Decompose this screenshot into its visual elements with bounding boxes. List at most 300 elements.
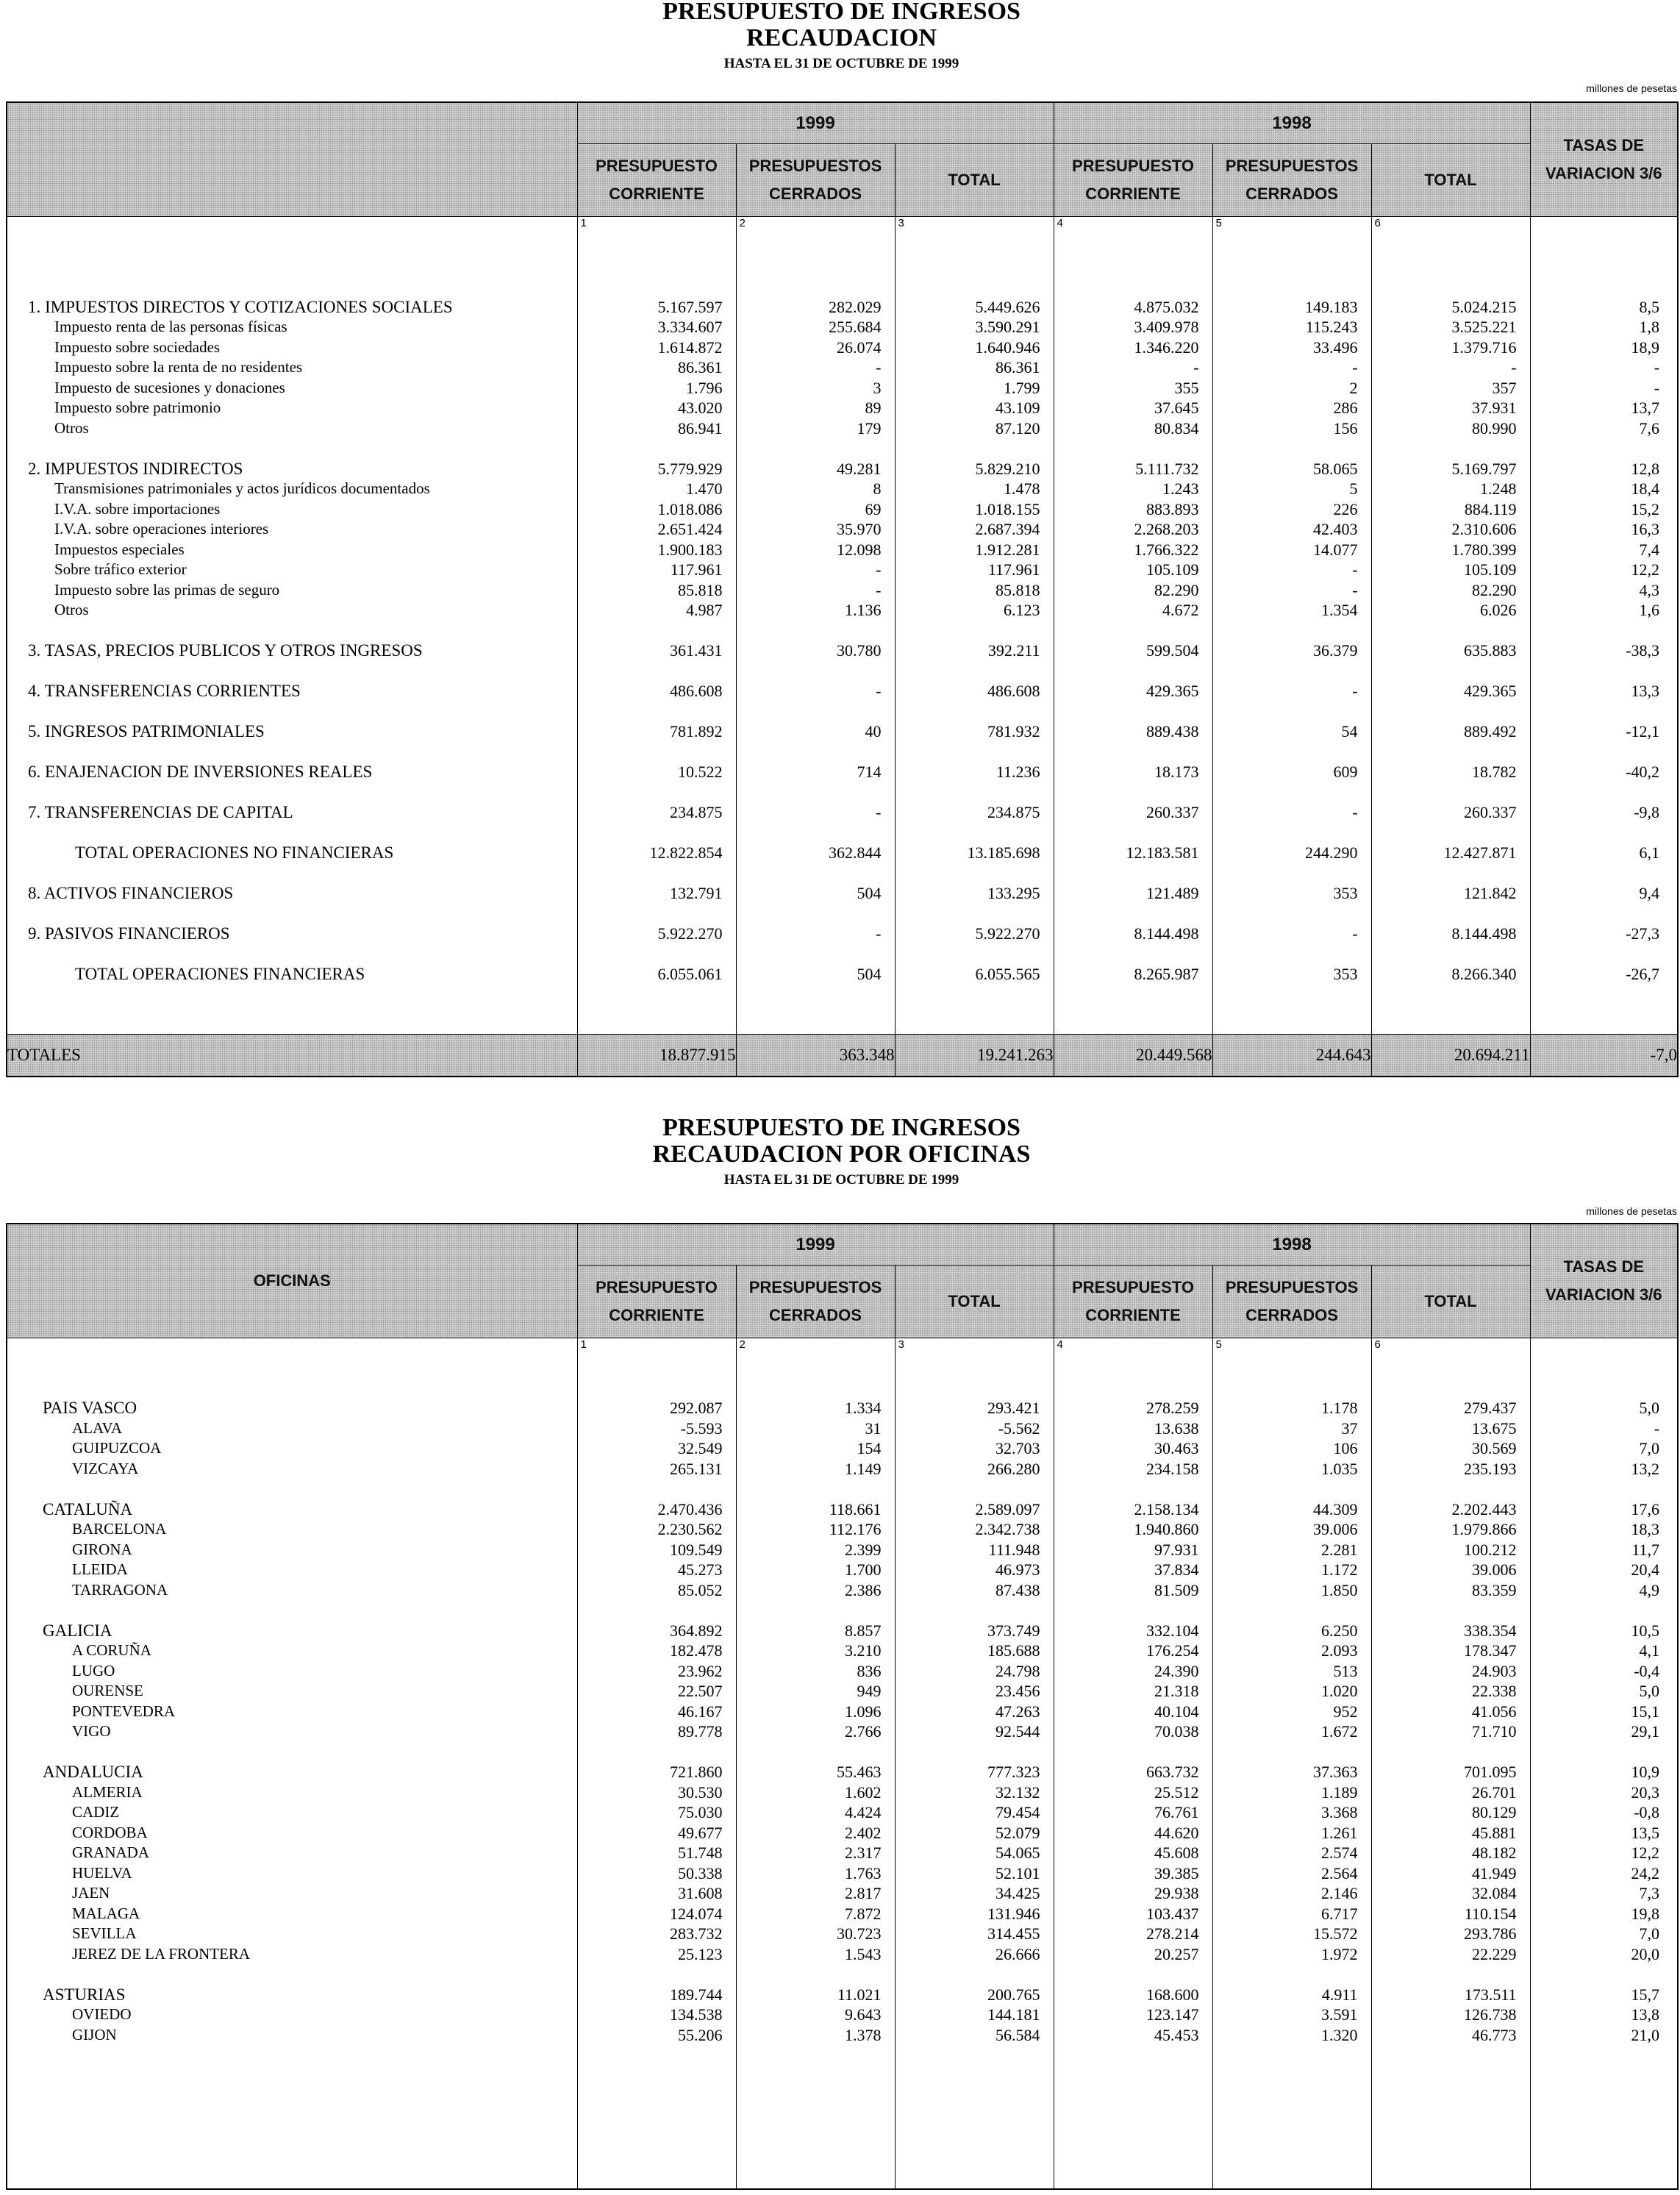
spacer-row <box>7 1479 577 1499</box>
section-label: 2. IMPUESTOS INDIRECTOS <box>28 459 243 478</box>
value-cell: 21.318 <box>1154 1682 1199 1700</box>
value-cell: -26,7 <box>1626 965 1660 983</box>
value-cell: 4,1 <box>1639 1641 1660 1660</box>
value-cell: 43.020 <box>678 399 723 417</box>
spacer-row <box>7 944 577 965</box>
value-cell: 3 <box>873 378 882 397</box>
value-cell: 115.243 <box>1305 318 1358 336</box>
spacer-row <box>7 782 577 803</box>
value-cell: 949 <box>857 1682 882 1700</box>
value-cell: 2.268.203 <box>1134 520 1199 538</box>
value-cell: 13,5 <box>1631 1823 1660 1842</box>
spacer-row <box>7 236 577 257</box>
value-cell: 176.254 <box>1146 1641 1199 1660</box>
value-cell: 110.154 <box>1464 1904 1517 1923</box>
value-cell: 4.672 <box>1162 601 1199 619</box>
value-cell: -27,3 <box>1626 924 1660 943</box>
spacer-row <box>737 276 895 297</box>
value-cell: 32.703 <box>996 1439 1040 1457</box>
value-cell: 46.973 <box>996 1560 1040 1579</box>
pcer-1998-header: PRESUPUESTOS CERRADOS <box>1212 1266 1371 1338</box>
value-cell: 2.470.436 <box>657 1499 723 1518</box>
spacer-row <box>737 1600 895 1621</box>
value-cell: 19,8 <box>1631 1904 1660 1923</box>
value-cell: 7,0 <box>1639 1439 1660 1457</box>
spacer-row <box>1531 1964 1678 1985</box>
value-cell: 4.911 <box>1321 1985 1358 2004</box>
office-label: HUELVA <box>72 1863 132 1882</box>
value-cell: 13,2 <box>1631 1459 1660 1478</box>
spacer-row <box>1531 944 1678 965</box>
spacer-row <box>1531 823 1678 843</box>
office-label: ALAVA <box>72 1418 123 1437</box>
section-label: 8. ACTIVOS FINANCIEROS <box>28 884 234 902</box>
spacer-row <box>1213 1742 1371 1763</box>
value-cell: 18.782 <box>1472 763 1517 781</box>
value-cell: 37 <box>1341 1418 1358 1438</box>
value-cell: 30.530 <box>678 1782 723 1802</box>
value-cell: 103.437 <box>1146 1904 1199 1923</box>
spacer-row <box>896 236 1054 257</box>
value-cell: 504 <box>857 884 882 902</box>
column-number-row <box>7 217 1678 237</box>
item-label: Sobre tráfico exterior <box>54 560 187 578</box>
spacer-row <box>737 1357 895 1378</box>
total-1998-column <box>1371 1357 1530 2189</box>
value-cell: 39.006 <box>1472 1560 1517 1579</box>
value-cell: 5.922.270 <box>975 924 1040 943</box>
totales-row <box>7 1035 1678 1077</box>
office-label: TARRAGONA <box>72 1580 168 1599</box>
value-cell: 13.675 <box>1472 1418 1517 1438</box>
spacer-row <box>1531 1742 1678 1763</box>
value-cell: 2.402 <box>845 1823 882 1842</box>
spacer-row <box>1213 621 1371 641</box>
value-cell: 883.893 <box>1146 499 1199 518</box>
value-cell: 1.189 <box>1321 1782 1358 1802</box>
value-cell: 4,3 <box>1639 580 1660 599</box>
value-cell: 1.979.866 <box>1451 1520 1517 1538</box>
value-cell: - <box>1352 682 1358 700</box>
value-cell: 13,3 <box>1631 682 1660 700</box>
value-cell: 42.403 <box>1313 520 1358 538</box>
spacer-row <box>7 661 577 682</box>
spacer-row <box>896 823 1054 843</box>
value-cell: 9,4 <box>1639 884 1660 902</box>
value-cell: 1.020 <box>1321 1682 1358 1700</box>
spacer-row <box>1054 863 1212 884</box>
value-cell: 1.602 <box>845 1782 882 1802</box>
value-cell: 5.449.626 <box>975 297 1040 316</box>
value-cell: 2.564 <box>1321 1863 1358 1882</box>
spacer-row <box>1531 661 1678 682</box>
value-cell: 1.672 <box>1321 1722 1358 1741</box>
value-cell: 55.206 <box>678 2025 723 2044</box>
value-cell: - <box>1654 1418 1660 1438</box>
spacer-row <box>737 863 895 884</box>
oficinas-header: OFICINAS <box>7 1224 577 1338</box>
value-cell: 8.265.987 <box>1134 965 1199 983</box>
page-subtitle: RECAUDACION POR OFICINAS <box>652 1141 1031 1168</box>
col-num: 1 <box>580 217 587 229</box>
spacer-row <box>896 904 1054 924</box>
value-cell: 279.437 <box>1464 1399 1517 1417</box>
pcer-1998-column <box>1212 1357 1371 2189</box>
spacer-row <box>1531 257 1678 277</box>
value-cell: 3.590.291 <box>975 318 1040 336</box>
item-label: Otros <box>54 601 89 618</box>
spacer-row <box>1213 438 1371 459</box>
value-cell: 117.961 <box>670 560 723 579</box>
item-label: Impuesto sobre las primas de seguro <box>54 580 280 599</box>
section-label: 6. ENAJENACION DE INVERSIONES REALES <box>28 763 373 781</box>
col-num: 2 <box>739 217 746 229</box>
table-body <box>7 236 1678 1035</box>
value-cell: 2.342.738 <box>975 1520 1040 1538</box>
value-cell: 278.214 <box>1146 1924 1199 1943</box>
value-cell: 599.504 <box>1146 641 1199 660</box>
value-cell: - <box>1352 803 1358 821</box>
value-cell: 2.766 <box>845 1722 882 1741</box>
spacer-row <box>578 1600 736 1621</box>
value-cell: 52.101 <box>996 1863 1040 1882</box>
spacer-row <box>1531 438 1678 459</box>
value-cell: 179 <box>857 418 882 438</box>
value-cell: 43.109 <box>996 399 1040 417</box>
spacer-row <box>1213 1378 1371 1399</box>
value-cell: 6.250 <box>1321 1621 1358 1640</box>
value-cell: 80.834 <box>1154 418 1199 438</box>
value-cell: 32.084 <box>1472 1884 1517 1902</box>
spacer-row <box>737 1964 895 1985</box>
value-cell: 12.183.581 <box>1126 843 1199 862</box>
total-1998-column <box>1371 236 1530 1035</box>
value-cell: 235.193 <box>1464 1459 1517 1478</box>
spacer-row <box>896 1378 1054 1399</box>
totales-value: -7,0 <box>1530 1035 1678 1077</box>
totales-value: 20.694.211 <box>1371 1035 1530 1077</box>
value-cell: 2.158.134 <box>1134 1499 1199 1518</box>
spacer-row <box>1531 742 1678 763</box>
value-cell: 20,0 <box>1631 1944 1660 1963</box>
value-cell: 37.645 <box>1154 399 1199 417</box>
value-cell: 4.424 <box>845 1803 882 1821</box>
value-cell: 54 <box>1341 722 1358 740</box>
value-cell: 111.948 <box>988 1540 1040 1559</box>
value-cell: 2.310.606 <box>1451 520 1517 538</box>
office-label: ALMERIA <box>72 1782 143 1801</box>
office-label: GRANADA <box>72 1844 149 1861</box>
col-num: 4 <box>1057 1338 1063 1351</box>
spacer-row <box>1372 661 1530 682</box>
value-cell: 292.087 <box>670 1399 723 1417</box>
value-cell: 85.052 <box>678 1580 723 1599</box>
value-cell: 29,1 <box>1631 1722 1660 1741</box>
value-cell: 144.181 <box>987 2005 1040 2024</box>
item-label: Impuesto de sucesiones y donaciones <box>54 378 285 396</box>
value-cell: 5.169.797 <box>1451 459 1517 478</box>
col-num: 2 <box>739 1338 746 1351</box>
value-cell: 79.454 <box>996 1803 1040 1821</box>
spacer-row <box>1054 1378 1212 1399</box>
section-label: 1. IMPUESTOS DIRECTOS Y COTIZACIONES SOCIALES <box>28 297 453 316</box>
value-cell: 18,4 <box>1631 479 1660 498</box>
value-cell: 21,0 <box>1631 2025 1660 2044</box>
value-cell: 8.857 <box>845 1621 882 1640</box>
spacer-row <box>1213 236 1371 257</box>
value-cell: 609 <box>1333 763 1358 781</box>
value-cell: 3.409.978 <box>1134 318 1199 336</box>
value-cell: 8.144.498 <box>1451 924 1517 943</box>
value-cell: 1.354 <box>1321 601 1358 619</box>
value-cell: 373.749 <box>987 1621 1040 1640</box>
spacer-row <box>7 823 577 843</box>
value-cell: 1.640.946 <box>975 338 1040 357</box>
value-cell: 2.817 <box>845 1884 882 1902</box>
spacer-row <box>7 1357 577 1378</box>
region-label: ASTURIAS <box>43 1985 126 2004</box>
value-cell: 24.903 <box>1472 1661 1517 1680</box>
value-cell: 12.427.871 <box>1443 843 1517 862</box>
value-cell: 50.338 <box>678 1863 723 1882</box>
value-cell: 486.608 <box>987 682 1040 700</box>
spacer-row <box>1213 702 1371 722</box>
value-cell: 13.185.698 <box>967 843 1040 862</box>
value-cell: 265.131 <box>670 1459 723 1478</box>
office-column <box>7 1357 577 2189</box>
office-label: MALAGA <box>72 1904 140 1922</box>
value-cell: 1.796 <box>686 378 723 397</box>
spacer-row <box>578 1742 736 1763</box>
value-cell: 1.614.872 <box>657 338 723 357</box>
spacer-row <box>1213 823 1371 843</box>
spacer-row <box>896 1742 1054 1763</box>
value-cell: 486.608 <box>670 682 723 700</box>
spacer-row <box>578 863 736 884</box>
value-cell: 47.263 <box>996 1702 1040 1721</box>
value-cell: 1.379.716 <box>1451 338 1517 357</box>
spacer-row <box>1372 1964 1530 1985</box>
value-cell: 89.778 <box>678 1722 723 1741</box>
item-label: Impuestos especiales <box>54 540 185 558</box>
totales-value: 363.348 <box>736 1035 895 1077</box>
value-cell: 635.883 <box>1464 641 1517 660</box>
col-num: 6 <box>1374 1338 1381 1351</box>
value-cell: 2.146 <box>1321 1884 1358 1902</box>
spacer-row <box>1054 904 1212 924</box>
value-cell: 133.295 <box>987 884 1040 902</box>
office-label: JEREZ DE LA FRONTERA <box>72 1944 251 1963</box>
value-cell: 15,1 <box>1631 1702 1660 1721</box>
value-cell: 22.338 <box>1472 1682 1517 1700</box>
spacer-row <box>896 1479 1054 1499</box>
value-cell: 2 <box>1349 378 1358 397</box>
spacer-row <box>737 1479 895 1499</box>
value-cell: 2.317 <box>845 1844 882 1862</box>
spacer-row <box>1213 782 1371 803</box>
spacer-row <box>1054 1600 1212 1621</box>
spacer-row <box>1531 276 1678 297</box>
spacer-row <box>1213 904 1371 924</box>
office-label: SEVILLA <box>72 1924 137 1942</box>
value-cell: 4.875.032 <box>1134 297 1199 316</box>
value-cell: 8.144.498 <box>1134 924 1199 943</box>
spacer-row <box>1372 863 1530 884</box>
value-cell: 1.149 <box>845 1459 882 1478</box>
value-cell: 45.453 <box>1154 2025 1199 2044</box>
tasas-column <box>1530 1357 1678 2189</box>
value-cell: 362.844 <box>829 843 882 862</box>
value-cell: 2.202.443 <box>1451 1499 1517 1518</box>
spacer-row <box>1213 742 1371 763</box>
value-cell: - <box>876 358 882 376</box>
spacer-row <box>7 702 577 722</box>
oficinas-section <box>6 1114 1677 2191</box>
value-cell: 3.334.607 <box>657 318 723 336</box>
pc-1998-header: PRESUPUESTO CORRIENTE <box>1054 144 1212 217</box>
spacer-row <box>1054 1479 1212 1499</box>
office-label: OURENSE <box>72 1682 143 1699</box>
value-cell: 266.280 <box>987 1459 1040 1478</box>
spacer-row <box>7 863 577 884</box>
value-cell: 87.120 <box>996 418 1040 438</box>
value-cell: 2.589.097 <box>975 1499 1040 1518</box>
value-cell: 71.710 <box>1472 1722 1517 1741</box>
value-cell: 234.875 <box>670 803 723 821</box>
spacer-row <box>1372 621 1530 641</box>
spacer-row <box>737 742 895 763</box>
value-cell: - <box>1352 358 1358 376</box>
spacer-row <box>896 438 1054 459</box>
value-cell: - <box>1654 358 1660 376</box>
region-label: PAIS VASCO <box>43 1399 137 1417</box>
spacer-row <box>7 1964 577 1985</box>
region-label: GALICIA <box>43 1621 112 1640</box>
value-cell: 6.026 <box>1480 601 1517 619</box>
value-cell: 124.074 <box>670 1904 723 1923</box>
spacer-row <box>1372 702 1530 722</box>
spacer-row <box>578 438 736 459</box>
value-cell: 5.779.929 <box>657 459 723 478</box>
value-cell: 18,9 <box>1631 338 1660 357</box>
value-cell: 105.109 <box>1146 560 1199 579</box>
value-cell: - <box>876 580 882 599</box>
value-cell: 24,2 <box>1631 1863 1660 1882</box>
tasas-column <box>1530 236 1678 1035</box>
value-cell: 781.892 <box>670 722 723 740</box>
office-label: GUIPUZCOA <box>72 1439 162 1457</box>
spacer-row <box>896 702 1054 722</box>
date-caption: HASTA EL 31 DE OCTUBRE DE 1999 <box>723 56 959 71</box>
value-cell: 3.368 <box>1321 1803 1358 1821</box>
value-cell: 13.638 <box>1154 1418 1199 1438</box>
value-cell: 80.990 <box>1472 418 1517 438</box>
spacer-row <box>7 1600 577 1621</box>
value-cell: 5.111.732 <box>1135 459 1199 478</box>
value-cell: 12.098 <box>837 540 882 559</box>
value-cell: 69 <box>865 499 882 518</box>
section-label: 5. INGRESOS PATRIMONIALES <box>28 722 265 740</box>
item-label: Impuesto sobre patrimonio <box>54 399 221 416</box>
spacer-row <box>737 257 895 277</box>
value-cell: 332.104 <box>1146 1621 1199 1640</box>
value-cell: 1.136 <box>845 601 882 619</box>
value-cell: 182.478 <box>670 1641 723 1660</box>
spacer-row <box>7 621 577 641</box>
value-cell: 46.773 <box>1472 2025 1517 2044</box>
office-label: VIGO <box>72 1722 111 1740</box>
spacer-row <box>1531 1600 1678 1621</box>
value-cell: 37.363 <box>1313 1763 1358 1781</box>
value-cell: 185.688 <box>987 1641 1040 1660</box>
value-cell: 244.290 <box>1305 843 1358 862</box>
spacer-row <box>7 1742 577 1763</box>
value-cell: 132.791 <box>670 884 723 902</box>
value-cell: 83.359 <box>1472 1580 1517 1599</box>
spacer-row <box>737 1378 895 1399</box>
value-cell: 10,5 <box>1631 1621 1660 1640</box>
value-cell: 168.600 <box>1146 1985 1199 2004</box>
spacer-row <box>1213 257 1371 277</box>
spacer-row <box>896 1964 1054 1985</box>
spacer-row <box>1213 1964 1371 1985</box>
spacer-row <box>1372 236 1530 257</box>
value-cell: 4.987 <box>686 601 723 619</box>
spacer-row <box>737 904 895 924</box>
value-cell: 314.455 <box>987 1924 1040 1943</box>
value-cell: 3.591 <box>1321 2005 1358 2024</box>
spacer-row <box>578 236 736 257</box>
office-label: A CORUÑA <box>72 1641 151 1659</box>
pcer-1999-header: PRESUPUESTOS CERRADOS <box>736 1266 895 1338</box>
spacer-row <box>7 1378 577 1399</box>
spacer-row <box>1531 1357 1678 1378</box>
value-cell: 26.666 <box>996 1944 1040 1963</box>
value-cell: 86.361 <box>678 358 723 376</box>
value-cell: 16,3 <box>1631 520 1660 538</box>
spacer-row <box>7 257 577 277</box>
value-cell: 41.949 <box>1472 1863 1517 1882</box>
value-cell: 1.248 <box>1480 479 1517 498</box>
value-cell: 714 <box>857 763 882 781</box>
value-cell: 189.744 <box>670 1985 723 2004</box>
spacer-row <box>896 782 1054 803</box>
value-cell: 37.834 <box>1154 1560 1199 1579</box>
value-cell: 6.055.061 <box>657 965 723 983</box>
value-cell: 6.717 <box>1321 1904 1358 1923</box>
spacer-row <box>896 742 1054 763</box>
spacer-row <box>1531 621 1678 641</box>
pcer-1998-header: PRESUPUESTOS CERRADOS <box>1212 144 1371 217</box>
value-cell: 20.257 <box>1154 1944 1199 1963</box>
value-cell: 2.386 <box>845 1580 882 1599</box>
value-cell: - <box>1511 358 1517 376</box>
spacer-row <box>1531 904 1678 924</box>
value-cell: 178.347 <box>1464 1641 1517 1660</box>
value-cell: 1.543 <box>845 1944 882 1963</box>
value-cell: 40.104 <box>1154 1702 1199 1721</box>
value-cell: 54.065 <box>996 1844 1040 1862</box>
value-cell: 3.210 <box>845 1641 882 1660</box>
spacer-row <box>1054 1357 1212 1378</box>
value-cell: 30.780 <box>837 641 882 660</box>
value-cell: 283.732 <box>670 1924 723 1943</box>
value-cell: 23.456 <box>996 1682 1040 1700</box>
value-cell: 338.354 <box>1464 1621 1517 1640</box>
value-cell: 5,0 <box>1639 1682 1660 1700</box>
value-cell: 1.096 <box>845 1702 882 1721</box>
spacer-row <box>578 823 736 843</box>
